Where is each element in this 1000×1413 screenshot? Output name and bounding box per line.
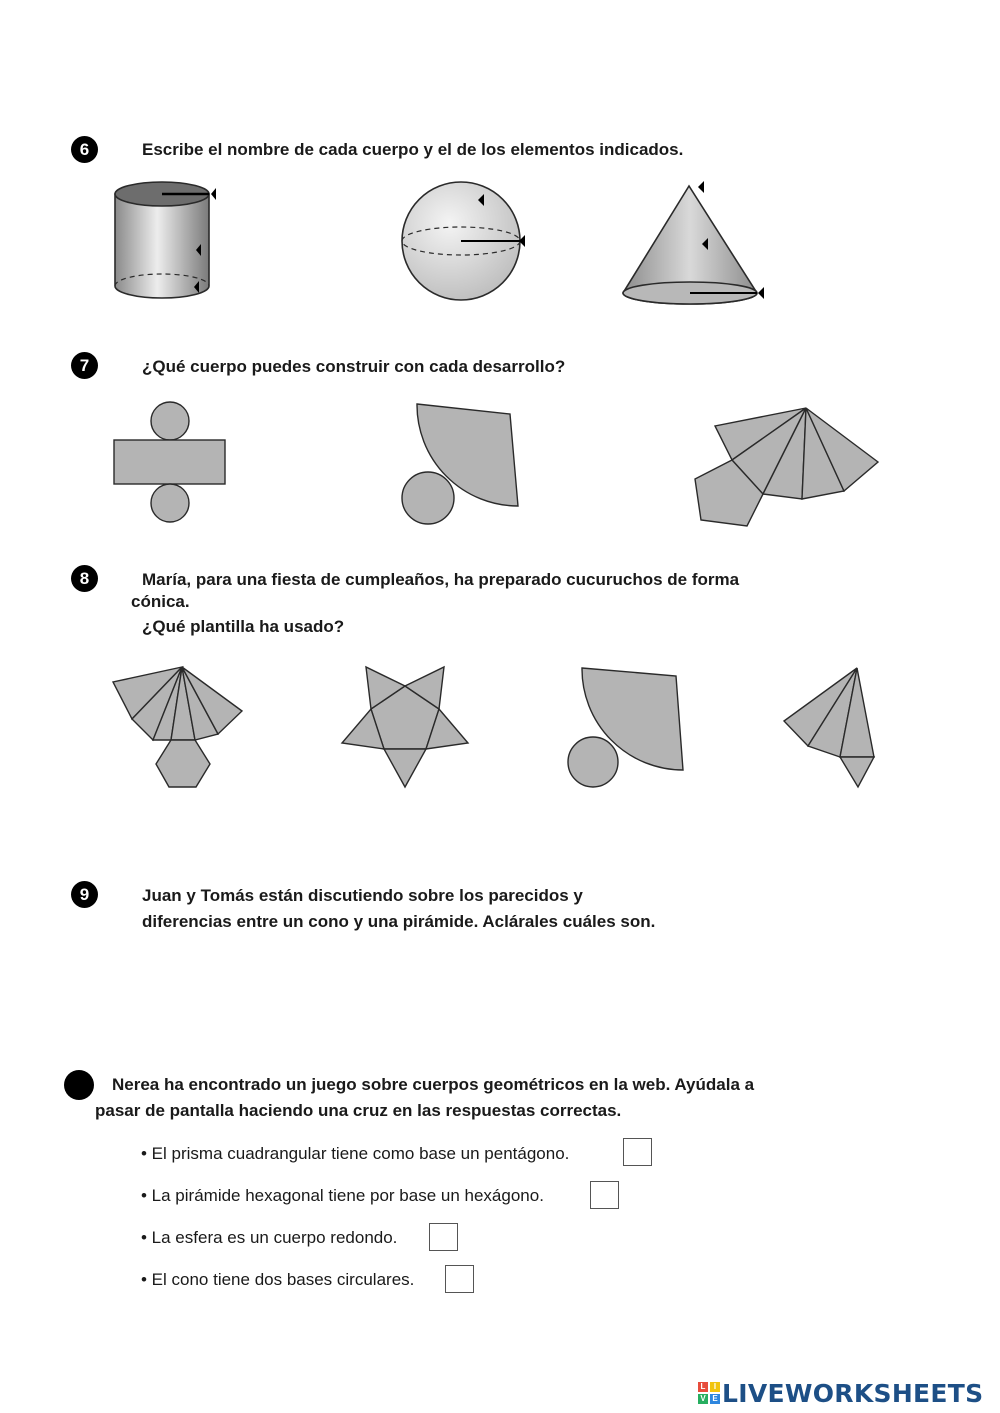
question-9-line1: Juan y Tomás están discutiendo sobre los parecidos y	[142, 886, 583, 905]
answer-checkbox-1[interactable]	[623, 1138, 652, 1166]
cylinder-net	[110, 398, 230, 526]
sphere-figure	[395, 178, 535, 308]
template-cone	[562, 664, 692, 792]
question-number-10	[64, 1070, 94, 1100]
question-7-text: ¿Qué cuerpo puedes construir con cada desarrollo?	[142, 357, 566, 376]
answer-checkbox-4[interactable]	[445, 1265, 474, 1293]
question-9-line2: diferencias entre un cono y una pirámide. Aclárales cuáles son.	[142, 912, 656, 931]
cone-net	[398, 400, 528, 528]
question-10-line2: pasar de pantalla haciendo una cruz en las respuestas correctas.	[95, 1101, 622, 1120]
statement-2: • La pirámide hexagonal tiene por base un hexágono.	[141, 1186, 544, 1205]
question-8-line3: ¿Qué plantilla ha usado?	[142, 617, 345, 636]
cylinder-figure	[105, 180, 225, 305]
question-6-text: Escribe el nombre de cada cuerpo y el de los elementos indicados.	[142, 140, 684, 159]
logo-mark-icon: L I V E	[698, 1382, 720, 1404]
pentagonal-pyramid-net	[690, 404, 885, 532]
brand-name: LIVEWORKSHEETS	[722, 1378, 984, 1408]
statement-1: • El prisma cuadrangular tiene como base un pentágono.	[141, 1144, 570, 1163]
cone-figure	[618, 178, 778, 310]
template-triangular-pyramid	[780, 664, 880, 792]
answer-checkbox-3[interactable]	[429, 1223, 458, 1251]
question-number-7: 7	[71, 352, 98, 379]
answer-checkbox-2[interactable]	[590, 1181, 619, 1209]
liveworksheets-logo	[698, 1378, 983, 1408]
question-number-6: 6	[71, 136, 98, 163]
question-number-8: 8	[71, 565, 98, 592]
template-star	[338, 663, 473, 793]
statement-4: • El cono tiene dos bases circulares.	[141, 1270, 415, 1289]
question-number-9: 9	[71, 881, 98, 908]
question-8-line1: María, para una fiesta de cumpleaños, ha preparado cucuruchos de forma	[142, 570, 740, 589]
template-hexagonal-pyramid	[108, 662, 248, 792]
question-8-line2: cónica.	[131, 592, 190, 611]
statement-3: • La esfera es un cuerpo redondo.	[141, 1228, 398, 1247]
question-10-line1: Nerea ha encontrado un juego sobre cuerpos geométricos en la web. Ayúdala a	[112, 1075, 755, 1094]
